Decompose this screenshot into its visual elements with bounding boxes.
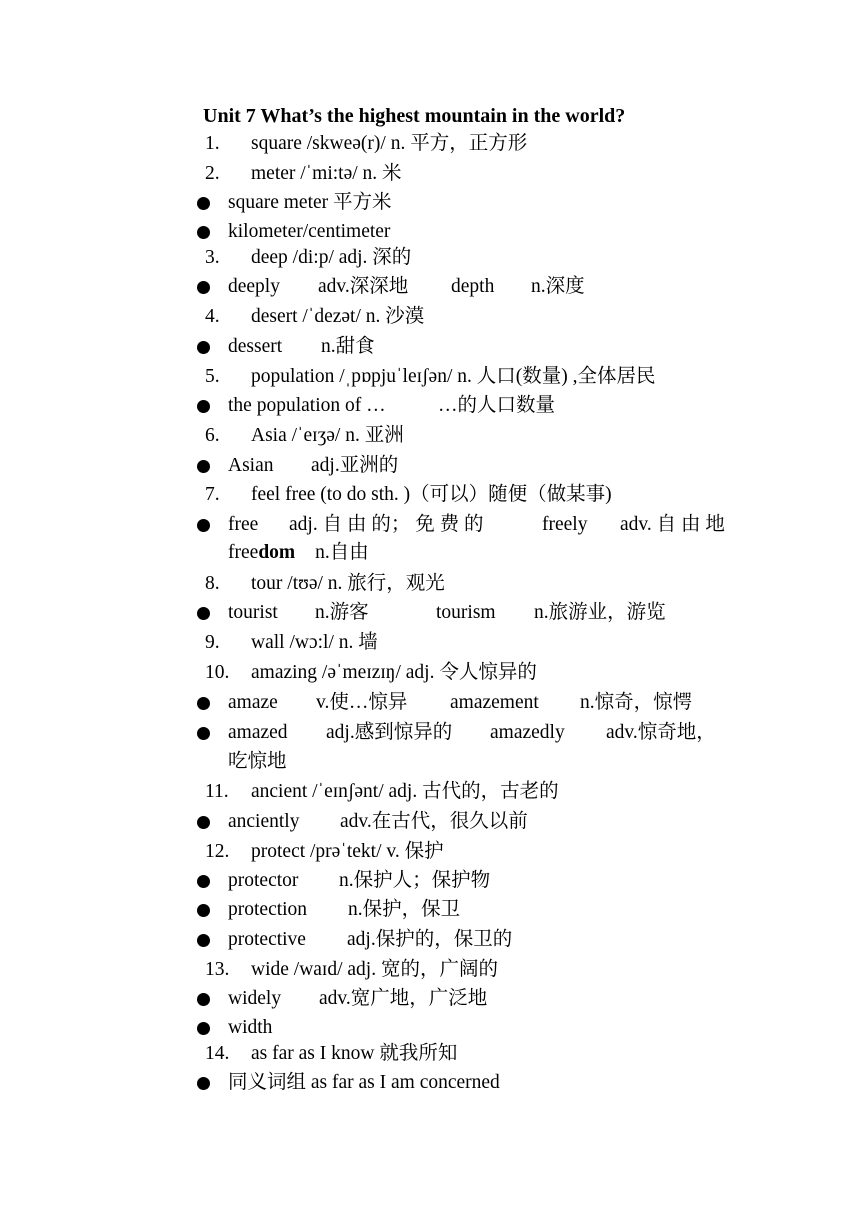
entry-number: 5. (205, 366, 220, 387)
entry-number: 1. (205, 133, 220, 154)
bullet-item: deeply adv.深深地 depth n.深度 (228, 275, 585, 299)
bullet-item: anciently adv.在古代，很久以前 (228, 810, 528, 834)
bullet-dot-icon (197, 1077, 210, 1090)
vocab-entry (205, 840, 444, 864)
bullet-item: amazed adj.感到惊异的 amazedly adv.惊奇地， (228, 721, 716, 745)
entry-text: desert /ˈdezət/ n. 沙漠 (251, 306, 425, 327)
entry-text: deep /di:p/ adj. 深的 (251, 247, 412, 268)
bullet-item: width (228, 1016, 272, 1040)
entry-number: 11. (205, 781, 229, 802)
vocab-entry (205, 305, 424, 329)
vocab-entry (205, 572, 445, 596)
entry-number: 3. (205, 247, 220, 268)
vocab-entry (205, 483, 612, 507)
entry-text: wall /wɔ:l/ n. 墙 (251, 632, 378, 653)
bullet-dot-icon (197, 281, 210, 294)
bullet-dot-icon (197, 875, 210, 888)
entry-number: 10. (205, 662, 230, 683)
bullet-dot-icon (197, 727, 210, 740)
entry-number: 2. (205, 163, 220, 184)
vocab-entry (205, 958, 498, 982)
bullet-dot-icon (197, 697, 210, 710)
vocab-entry (205, 1042, 457, 1066)
bullet-dot-icon (197, 1022, 210, 1035)
bullet-dot-icon (197, 460, 210, 473)
entry-number: 8. (205, 573, 220, 594)
bullet-item: widely adv.宽广地，广泛地 (228, 987, 487, 1011)
entry-number: 6. (205, 425, 220, 446)
entry-text: square /skweə(r)/ n. 平方，正方形 (251, 133, 528, 154)
entry-text: ancient /ˈeɪnʃənt/ adj. 古代的，古老的 (251, 781, 559, 802)
bullet-dot-icon (197, 341, 210, 354)
bullet-item: protection n.保护，保卫 (228, 898, 460, 922)
bullet-item: protector n.保护人；保护物 (228, 869, 490, 893)
entry-text: amazing /əˈmeɪzɪŋ/ adj. 令人惊异的 (251, 662, 537, 683)
vocab-entry (205, 365, 655, 389)
bullet-dot-icon (197, 993, 210, 1006)
vocab-entry (205, 246, 411, 270)
entry-text: meter /ˈmi:tə/ n. 米 (251, 163, 402, 184)
bullet-item: 同义词组 as far as I am concerned (228, 1071, 500, 1095)
entry-text: Asia /ˈeɪʒə/ n. 亚洲 (251, 425, 404, 446)
vocab-entry (205, 424, 404, 448)
entry-text: as far as I know 就我所知 (251, 1043, 458, 1064)
bullet-continuation: 吃惊地 (228, 751, 287, 772)
entry-text: population /ˌpɒpjuˈleɪʃən/ n. 人口(数量) ,全体居民 (251, 366, 656, 387)
entry-number: 7. (205, 484, 220, 505)
entry-text: tour /tʊə/ n. 旅行，观光 (251, 573, 445, 594)
bullet-dot-icon (197, 226, 210, 239)
bullet-item: protective adj.保护的，保卫的 (228, 928, 512, 952)
bullet-item: Asian adj.亚洲的 (228, 454, 398, 478)
bullet-dot-icon (197, 197, 210, 210)
bullet-item: kilometer/centimeter (228, 220, 390, 244)
bullet-item: amaze v.使…惊异 amazement n.惊奇，惊愕 (228, 691, 692, 715)
entry-number: 4. (205, 306, 220, 327)
bullet-dot-icon (197, 519, 210, 532)
entry-number: 14. (205, 1043, 230, 1064)
bullet-item: the population of … …的人口数量 (228, 394, 555, 418)
vocab-entry (205, 132, 527, 156)
bullet-item: tourist n.游客 tourism n.旅游业，游览 (228, 601, 666, 625)
entry-text: protect /prəˈtekt/ v. 保护 (251, 841, 444, 862)
bullet-continuation: freedom n.自由 (228, 542, 369, 563)
entry-number: 9. (205, 632, 220, 653)
bullet-dot-icon (197, 816, 210, 829)
bullet-item: free adj. 自 由 的； 免 费 的 freely adv. 自 由 地 (228, 513, 725, 537)
bullet-dot-icon (197, 934, 210, 947)
entry-text: wide /waɪd/ adj. 宽的，广阔的 (251, 959, 498, 980)
bullet-item: square meter 平方米 (228, 191, 392, 215)
entry-number: 13. (205, 959, 230, 980)
vocab-entry (205, 661, 537, 685)
vocab-entry (205, 780, 559, 804)
bullet-item: dessert n.甜食 (228, 335, 375, 359)
vocab-entry (205, 162, 402, 186)
bullet-dot-icon (197, 400, 210, 413)
bullet-dot-icon (197, 904, 210, 917)
vocab-entry (205, 631, 378, 655)
unit-title: Unit 7 What’s the highest mountain in the world? (203, 105, 626, 127)
bullet-dot-icon (197, 607, 210, 620)
entry-number: 12. (205, 841, 230, 862)
entry-text: feel free (to do sth. )（可以）随便（做某事) (251, 484, 612, 505)
